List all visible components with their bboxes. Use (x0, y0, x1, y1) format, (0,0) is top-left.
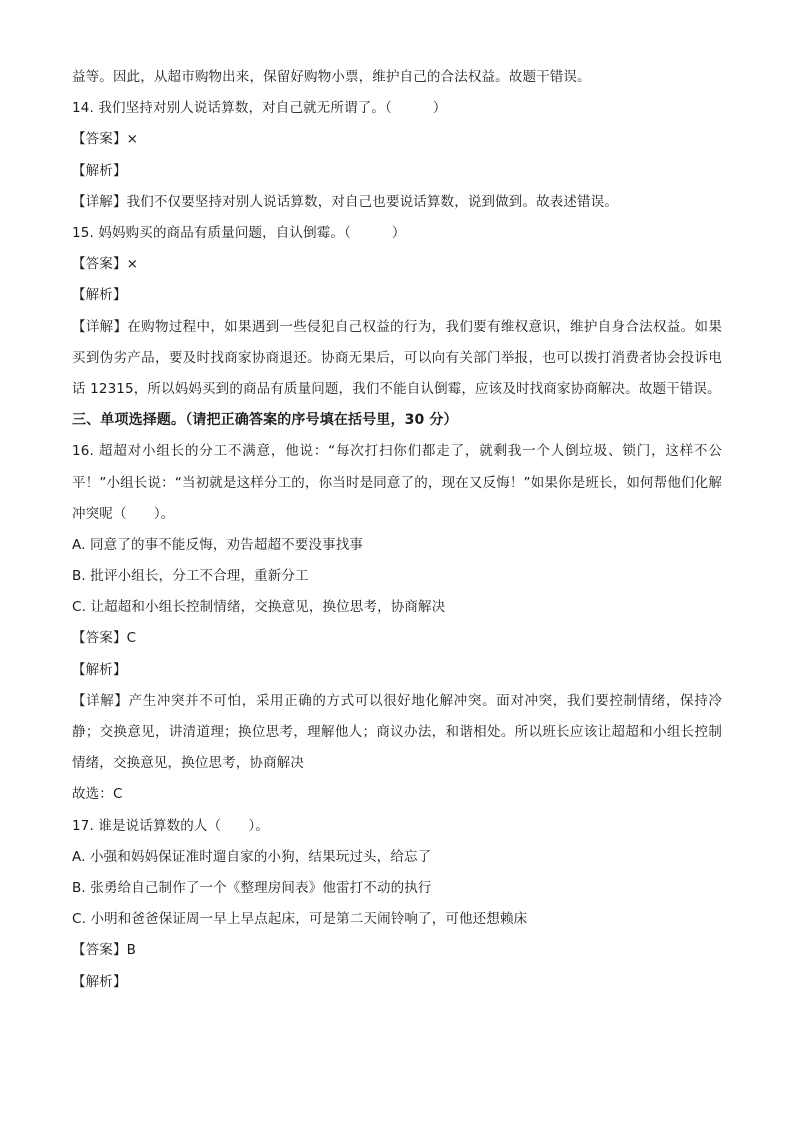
analysis-label: 【解析】 (72, 973, 127, 990)
option-a: A. 同意了的事不能反悔，劝告超超不要没事找事 (72, 536, 364, 553)
analysis-label: 【解析】 (72, 162, 127, 179)
question-17: 17. 谁是说话算数的人（ ）。 (72, 817, 270, 834)
final-choice: 故选：C (72, 786, 123, 803)
question-14: 14. 我们坚持对别人说话算数，对自己就无所谓了。（ ） (72, 100, 447, 117)
option-b: B. 批评小组长，分工不合理，重新分工 (72, 568, 309, 585)
answer-label: 【答案】B (72, 942, 137, 959)
answer-label: 【答案】× (72, 256, 139, 273)
answer-label: 【答案】C (72, 630, 137, 647)
detail-explanation: 【详解】产生冲突并不可怕，采用正确的方式可以很好地化解冲突。面对冲突，我们要控制情绪，保持冷静；交换意见，讲清道理；换位思考，理解他人；商议办法，和谐相处。所以班长应该让超超和小组长控制情绪，交换意见，换位思考，协商解决 (72, 692, 722, 772)
analysis-label: 【解析】 (72, 661, 127, 678)
answer-label: 【答案】× (72, 131, 139, 148)
analysis-label: 【解析】 (72, 287, 127, 304)
option-b: B. 张勇给自己制作了一个《整理房间表》他雷打不动的执行 (72, 880, 432, 897)
detail-explanation: 【详解】在购物过程中，如果遇到一些侵犯自己权益的行为，我们要有维权意识，维护自身合法权益。如果买到伪劣产品，要及时找商家协商退还。协商无果后，可以向有关部门举报，也可以拨打消费者协会投诉电话 12315，所以妈妈买到的商品有质量问题，我们不能自认倒霉，应该及时找商家协商解决。故题干错误。 (72, 318, 722, 397)
option-c: C. 小明和爸爸保证周一早上早点起床，可是第二天闹铃响了，可他还想赖床 (72, 911, 528, 928)
option-c: C. 让超超和小组长控制情绪，交换意见，换位思考，协商解决 (72, 599, 446, 616)
text-line: 益等。因此，从超市购物出来，保留好购物小票，维护自己的合法权益。故题干错误。 (72, 69, 591, 85)
question-16: 16. 超超对小组长的分工不满意，他说：“每次打扫你们都走了，就剩我一个人倒垃圾、锁门，这样不公平！”小组长说：“当初就是这样分工的，你当时是同意了的，现在又反悔！”如果你是班长，如何帮他们化解冲突呢（ ）。 (72, 443, 722, 522)
document-page (72, 62, 722, 998)
question-15: 15. 妈妈购买的商品有质量问题，自认倒霉。（ ） (72, 224, 406, 241)
section-heading: 三、单项选择题。（请把正确答案的序号填在括号里，30 分） (72, 412, 458, 429)
option-a: A. 小强和妈妈保证准时遛自家的小狗，结果玩过头，给忘了 (72, 848, 432, 865)
detail-explanation: 【详解】我们不仅要坚持对别人说话算数，对自己也要说话算数，说到做到。故表述错误。 (72, 193, 618, 210)
